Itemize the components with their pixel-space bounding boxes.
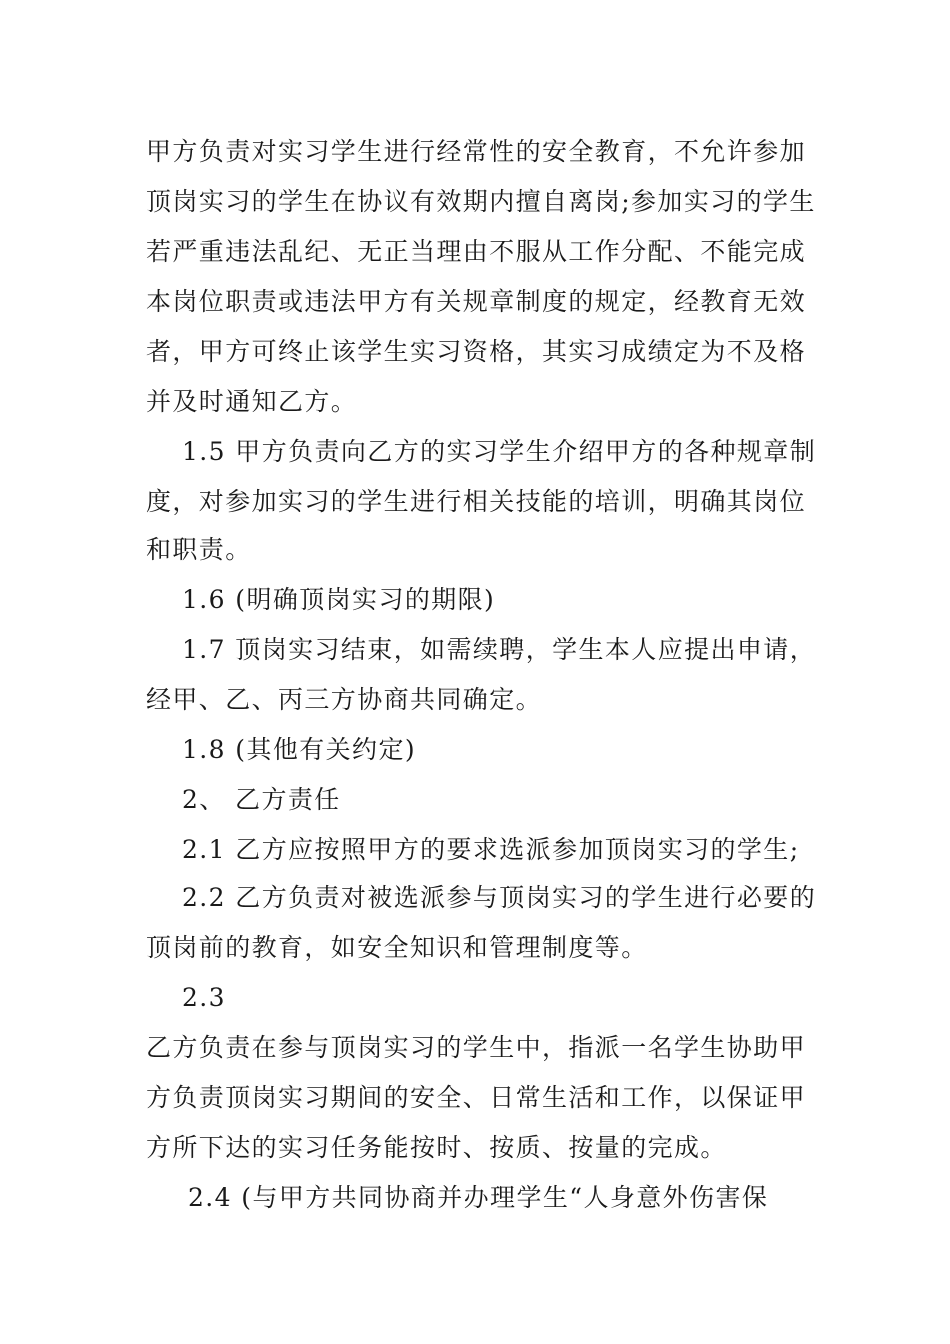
section-heading-2: 2、 乙方责任 bbox=[182, 785, 341, 814]
clause-1-8: 1.8 (其他有关约定) bbox=[182, 735, 417, 764]
paragraph-line: 甲方负责对实习学生进行经常性的安全教育，不允许参加 bbox=[146, 137, 807, 166]
paragraph-line: 若严重违法乱纪、无正当理由不服从工作分配、不能完成 bbox=[146, 237, 807, 266]
paragraph-line: 者，甲方可终止该学生实习资格，其实习成绩定为不及格 bbox=[146, 337, 807, 366]
paragraph-line: 顶岗前的教育，如安全知识和管理制度等。 bbox=[146, 933, 648, 962]
paragraph-line: 度，对参加实习的学生进行相关技能的培训，明确其岗位 bbox=[146, 487, 807, 516]
paragraph-line: 乙方负责在参与顶岗实习的学生中，指派一名学生协助甲 bbox=[146, 1033, 807, 1062]
paragraph-line: 顶岗实习的学生在协议有效期内擅自离岗;参加实习的学生 bbox=[146, 187, 816, 216]
paragraph-line: 经甲、乙、丙三方协商共同确定。 bbox=[146, 685, 543, 714]
paragraph-line: 方负责顶岗实习期间的安全、日常生活和工作，以保证甲 bbox=[146, 1083, 807, 1112]
paragraph-line: 方所下达的实习任务能按时、按质、按量的完成。 bbox=[146, 1133, 727, 1162]
clause-2-2: 2.2 乙方负责对被选派参与顶岗实习的学生进行必要的 bbox=[182, 883, 817, 912]
clause-1-5: 1.5 甲方负责向乙方的实习学生介绍甲方的各种规章制 bbox=[182, 437, 817, 466]
paragraph-line: 本岗位职责或违法甲方有关规章制度的规定，经教育无效 bbox=[146, 287, 807, 316]
clause-2-3: 2.3 bbox=[182, 983, 226, 1012]
paragraph-line: 并及时通知乙方。 bbox=[146, 387, 358, 416]
clause-2-1: 2.1 乙方应按照甲方的要求选派参加顶岗实习的学生; bbox=[182, 835, 800, 864]
clause-1-6: 1.6 (明确顶岗实习的期限) bbox=[182, 585, 496, 614]
clause-1-7: 1.7 顶岗实习结束，如需续聘，学生本人应提出申请， bbox=[182, 635, 817, 664]
clause-2-4: 2.4 (与甲方共同协商并办理学生“人身意外伤害保 bbox=[188, 1183, 769, 1212]
paragraph-line: 和职责。 bbox=[146, 535, 252, 564]
